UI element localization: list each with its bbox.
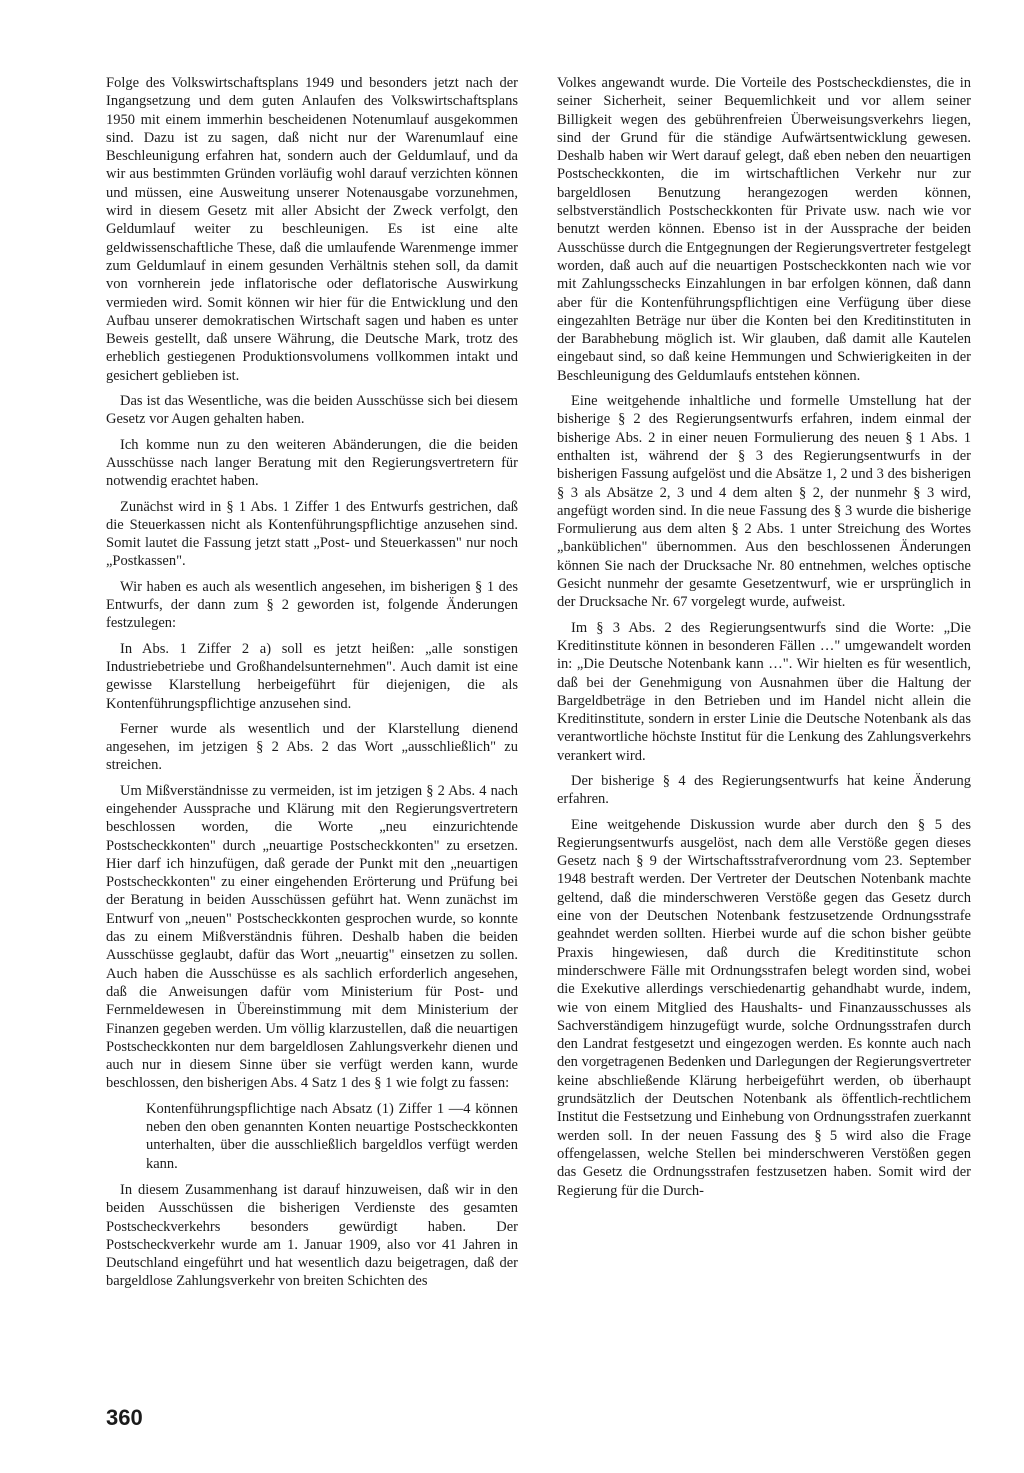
- paragraph: In diesem Zusammenhang ist darauf hinzuweisen, daß wir in den beiden Ausschüssen die bisherigen Verdienste des gesamten Postscheckverkehrs besonders gewürdigt haben. Der Postscheckverkehr wurde am 1. Januar 1909, also vor 41 Jahren in Deutschland eingeführt und hat wesentlich dazu beigetragen, daß der bargeldlose Zahlungsverkehr von breiten Schichten des: [106, 1181, 518, 1290]
- paragraph: Zunächst wird in § 1 Abs. 1 Ziffer 1 des Entwurfs gestrichen, daß die Steuerkassen nicht als Kontenführungspflichtige anzusehen sind. Somit lautet die Fassung jetzt statt „Post- und Steuerkassen" nur noch „Postkassen".: [106, 498, 518, 570]
- page-number: 360: [106, 1405, 143, 1430]
- paragraph: Der bisherige § 4 des Regierungsentwurfs hat keine Änderung erfahren.: [557, 772, 971, 808]
- paragraph: Folge des Volkswirtschaftsplans 1949 und besonders jetzt nach der Ingangsetzung und dem guten Anlaufen des Volkswirtschaftsplans 1950 mit einem immerhin bescheidenen Notenumlauf ausgekommen sind. Dazu ist zu sagen, daß nicht nur der Warenumlauf eine Beschleunigung erfahren hat, sondern auch der Geldumlauf, und da wir aus bestimmten Gründen vorläufig wohl darauf verzichten können und müssen, eine Ausweitung unserer Notenausgabe vorzunehmen, wird in diesem Gesetz mit aller Absicht der Zweck verfolgt, den Geldumlauf weiter zu beschleunigen. Es ist eine alte geldwissenschaftliche These, daß die umlaufende Warenmenge immer zum Geldumlauf in einem gesunden Verhältnis stehen soll, da damit von vornherein jede inflatorische oder deflatorische Auswirkung vermieden wird. Somit können wir hier für die Entwicklung und den Aufbau unserer demokratischen Wirtschaft sagen und haben es unter Beweis gestellt, daß unsere Währung, die Deutsche Mark, trotz des erheblich gestiegenen Produktionsvolumens vollkommen intakt und gesichert geblieben ist.: [106, 75, 518, 384]
- quoted-provision: Kontenführungspflichtige nach Absatz (1) Ziffer 1 —4 können neben den oben genannten Konten neuartige Postscheckkonten unterhalten, über die ausschließlich bargeldlos verfügt werden kann.: [146, 1100, 518, 1172]
- paragraph: Das ist das Wesentliche, was die beiden Ausschüsse sich bei diesem Gesetz vor Augen gehalten haben.: [106, 393, 518, 428]
- paragraph: Volkes angewandt wurde. Die Vorteile des Postscheckdienstes, die in seiner Sicherheit, seiner Bequemlichkeit und vor allem seiner Billigkeit wegen des gebührenfreien Überweisungsverkehrs liegen, sind der Grund für die ständige Aufwärtsentwicklung gewesen. Deshalb haben wir Wert darauf gelegt, daß eben neben den neuartigen Postscheckkonten, die im wirtschaftlichen Verkehr nur zur bargeldlosen Benutzung herangezogen werden können, selbstverständlich Postscheckkonten für Private usw. nach wie vor benutzt werden können. Ebenso ist in der Aussprache der beiden Ausschüsse durch die Entgegnungen der Regierungsvertreter festgelegt worden, daß auch auf die neuartigen Postscheckkonten nach wie vor mit Zahlungsschecks Einzahlungen in bar erfolgen können, daß dann aber für die Kontenführungspflichtigen eine Verfügung über diese eingezahlten Beträge nur über die Konten bei den Kreditinstituten in der Barabhebung möglich ist. Wir glauben, daß damit alle Kautelen eingebaut sind, so daß keine Hemmungen und Schwierigkeiten in der Beschleunigung des Geldumlaufs entstehen können.: [557, 75, 971, 384]
- right-column: [557, 74, 971, 1207]
- paragraph: Um Mißverständnisse zu vermeiden, ist im jetzigen § 2 Abs. 4 nach eingehender Aussprache und Klärung mit den Regierungsvertretern beschlossen worden, die Worte „neu einzurichtende Postscheckkonten" durch „neuartige Postscheckkonten" zu ersetzen. Hier darf ich hinzufügen, daß gerade der Punkt mit den „neuartigen Postscheckkonten" zu einer eingehenden Erörterung und Prüfung bei der Beratung in beiden Ausschüssen geführt hat. Wenn zunächst im Entwurf von „neuen" Postscheckkonten gesprochen wurde, so konnte das zu einem Mißverständnis führen. Deshalb haben die beiden Ausschüsse geglaubt, dafür das Wort „neuartig" einsetzen zu sollen. Auch haben die Ausschüsse es als sachlich erforderlich angesehen, daß die Anweisungen dafür vom Ministerium für Post- und Fernmeldewesen in Übereinstimmung mit dem Ministerium der Finanzen gegeben werden. Um völlig klarzustellen, daß die neuartigen Postscheckkonten nur dem bargeldlosen Zahlungsverkehr dienen und auch nur in diesem Sinne über sie verfügt werden kann, wurde beschlossen, den bisherigen Abs. 4 Satz 1 des § 1 wie folgt zu fassen:: [106, 782, 518, 1092]
- paragraph: In Abs. 1 Ziffer 2 a) soll es jetzt heißen: „alle sonstigen Industriebetriebe und Großhandelsunternehmen". Auch damit ist eine gewisse Klarstellung herbeigeführt für diejenigen, die als Kontenführungspflichtige anzusehen sind.: [106, 640, 518, 712]
- paragraph: Ferner wurde als wesentlich und der Klarstellung dienend angesehen, im jetzigen § 2 Abs. 2 das Wort „ausschließlich" zu streichen.: [106, 720, 518, 774]
- left-column: [106, 74, 518, 1298]
- paragraph: Im § 3 Abs. 2 des Regierungsentwurfs sind die Worte: „Die Kreditinstitute können in besonderen Fällen …" umgewandelt worden in: „Die Deutsche Notenbank kann …". Wir hielten es für wesentlich, daß bei der Genehmigung von Ausnahmen über die Haltung der Bargeldbeträge in den Betrieben und im Handel nicht allein die Kreditinstitute, sondern in erster Linie die Deutsche Notenbank als das verantwortliche höchste Institut für die Lenkung des Zahlungsverkehrs verankert wird.: [557, 619, 971, 764]
- paragraph: Eine weitgehende Diskussion wurde aber durch den § 5 des Regierungsentwurfs ausgelöst, nach dem alle Verstöße gegen dieses Gesetz nach § 9 der Wirtschaftsstrafverordnung vom 23. September 1948 bestraft werden. Der Vertreter der Deutschen Notenbank machte geltend, daß die minderschweren Verstöße gegen das Gesetz durch eine von der Deutschen Notenbank festzusetzende Ordnungsstrafe geahndet werden sollten. Hierbei wurde auf die schon bisher geübte Praxis hingewiesen, daß durch die Kreditinstitute schon minderschwere Fälle mit Ordnungsstrafen belegt worden sind, wobei die Exekutive allerdings verschiedenartig gehandhabt wurde, indem, wie von einem Mitglied des Haushalts- und Finanzausschusses als Sachverständigem hinzugefügt wurde, solche Ordnungsstrafen durch den Landrat festgesetzt und eingezogen werden. Es konnte auch nach den vorgetragenen Bedenken und Darlegungen der Regierungsvertreter keine abschließende Klärung herbeigeführt werden, ob überhaupt grundsätzlich der Deutschen Notenbank als öffentlich-rechtlichem Institut die Festsetzung und Einhebung von Ordnungsstrafen zuerkannt werden soll. In der neuen Fassung des § 5 wird also die Frage offengelassen, welche Stellen bei minderschweren Verstößen gegen das Gesetz die Ordnungsstrafen festzusetzen haben. Somit wird der Regierung für die Durch-: [557, 816, 971, 1199]
- paragraph: Ich komme nun zu den weiteren Abänderungen, die die beiden Ausschüsse nach langer Beratung mit den Regierungsvertretern für notwendig erachtet haben.: [106, 436, 518, 490]
- paragraph: Eine weitgehende inhaltliche und formelle Umstellung hat der bisherige § 2 des Regierungsentwurfs erfahren, indem einmal der bisherige Abs. 2 in einer neuen Formulierung des neuen § 1 Abs. 1 enthalten ist, während der § 3 des Regierungsentwurfs in der bisherigen Fassung aufgelöst und die Absätze 1, 2 und 3 des bisherigen § 3 als Absätze 2, 3 und 4 dem alten § 2, der nunmehr § 3 wird, angefügt worden sind. In die neue Fassung des § 3 wurde die bisherige Formulierung aus dem alten § 2 Abs. 1 unter Streichung des Wortes „banküblichen" übernommen. Aus den beschlossenen Änderungen können Sie nach der Drucksache Nr. 80 entnehmen, welches optische Gesicht nunmehr der gesamte Gesetzentwurf, wie er ursprünglich in der Drucksache Nr. 67 vorgelegt wurde, aufweist.: [557, 393, 971, 611]
- paragraph: Wir haben es auch als wesentlich angesehen, im bisherigen § 1 des Entwurfs, der dann zum § 2 geworden ist, folgende Änderungen festzulegen:: [106, 578, 518, 632]
